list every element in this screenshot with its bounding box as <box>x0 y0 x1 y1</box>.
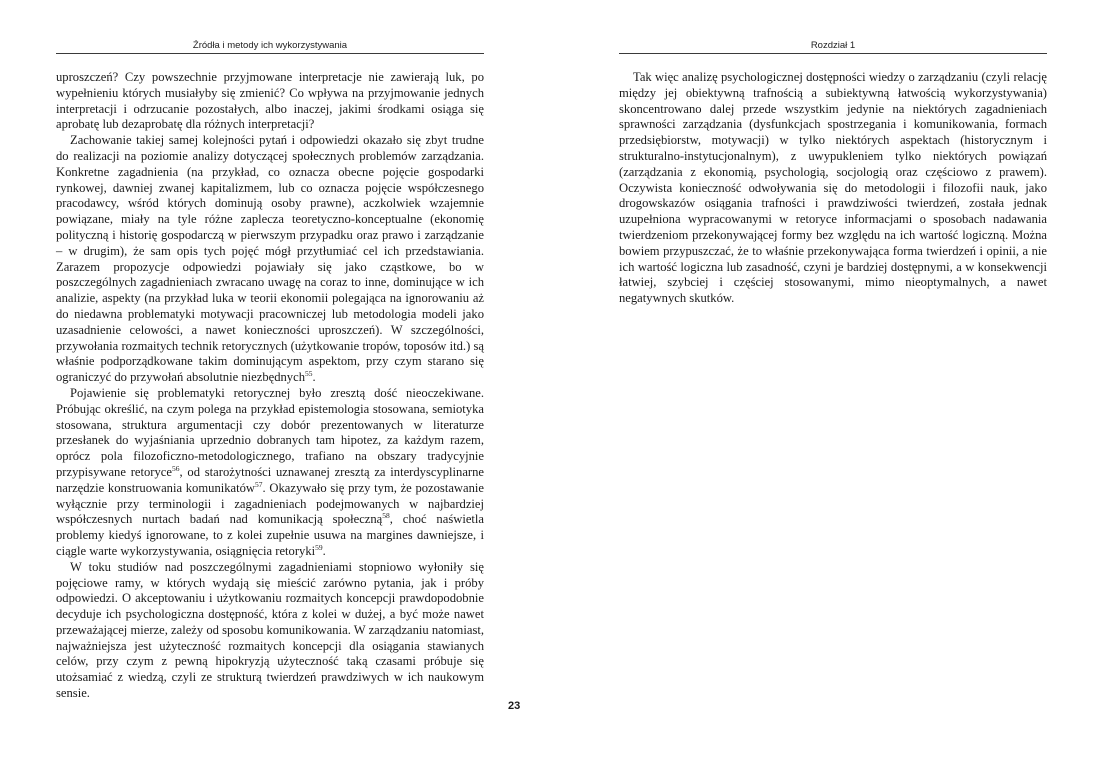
left-paragraph-4: W toku studiów nad poszczególnymi zagadnieniami stopniowo wyłoniły się pojęciowe ramy, w których wydają się mieścić zarówno pytania, jak i próby odpowiedzi. O akceptowaniu i użytkowaniu rozmaitych koncepcji prawdopodobnie decyduje ich psychologiczna dostępność, która z kolei w dużej, a być może nawet przeważającej mierze, zależy od sposobu komunikowania. W zarządzaniu natomiast, najważniejsza jest użyteczność rozmaitych koncepcji dla osiągania stawianych celów, przy czym z pewną hipokryzją użyteczność taką czasami próbuje się utożsamiać z wiedzą, czyli ze strukturą twierdzeń prawdziwych w ich naukowym sensie. <box>56 559 484 701</box>
left-paragraph-2 <box>56 133 484 386</box>
right-running-head: Rozdział 1 <box>810 40 856 51</box>
paragraph-text: , od starożytności uznawanej zresztą za interdyscyplinarne narzędzie konstruowania komunikatów <box>56 464 484 495</box>
left-header-rule <box>56 53 484 54</box>
right-header-rule <box>619 53 1047 54</box>
footnote-ref: 56 <box>171 463 180 473</box>
paragraph-text: , choć naświetla problemy kiedyś ignorowane, to z kolei zupełnie usuwa na margines dawniejsze, i ciągle warte wykorzystywania, osiągnięcia retoryki <box>56 512 484 558</box>
right-page-body <box>619 70 1047 307</box>
footnote-ref: 58 <box>382 511 390 521</box>
page-number: 23 <box>508 700 521 712</box>
left-paragraph-1: uproszczeń? Czy powszechnie przyjmowane interpretacje nie zawierają luk, po wypełnieniu których musiałyby się zmienić? Co wpływa na przyjmowanie jednych interpretacji i odrzucanie pozostałych, albo inaczej, jakimi środkami osiąga się aprobatę lub dezaprobatę dla różnych interpretacji? <box>56 70 484 132</box>
left-running-head: Źródła i metody ich wykorzystywania <box>192 40 348 51</box>
paragraph-text: . <box>312 370 316 385</box>
right-paragraph-1: Tak więc analizę psychologicznej dostępności wiedzy o zarządzaniu (czyli relację między jej obiektywną trafnością a subiektywną łatwością wykorzystywania) skoncentrowano dalej przede wszystkim jedynie na niektórych zagadnieniach sprawności zarządzania (dysfunkcjach spostrzegania i komunikowania, formach przedsiębiorstw, motywacji) w tylko niektórych aspektach (historycznym i strukturalno-instytucjonalnym), z uwypukleniem tylko niektórych powiązań (zarządzania z ekonomią, psychologią, socjologią oraz częściowo z prawem). Oczywista konieczność odwoływania się do metodologii i filozofii nauk, jako drogowskazów osiągania trafności i prawdziwości twierdzeń, została jednak uzupełniona wypracowanymi w retoryce informacjami o sposobach nadawania twierdzeniom przekonywającej formy bez względu na ich wartość logiczną. Można bowiem przypuszczać, że to właśnie przekonywająca forma twierdzeń i opinii, a nie ich wartość logiczna lub zasadność, czyni je bardziej dostępnymi, a w konsekwencji łatwiej, szybciej i częściej stosowanymi, mimo nieoptymalnych, a nawet negatywnych skutków. <box>619 70 1047 306</box>
paragraph-text: . Okazywało się przy tym, że pozostawanie wyłącznie przy terminologii i zagadnieniach podejmowanych w najbardziej współczesnych nurtach badań nad komunikacją społeczną <box>56 480 484 527</box>
footnote-ref: 55 <box>305 368 313 378</box>
footnote-ref: 57 <box>255 479 263 489</box>
paragraph-text: Pojawienie się problematyki retorycznej było zresztą dość nieoczekiwane. Próbując określić, na czym polega na przykład epistemologia stosowana, semiotyka stosowana, struktura argumentacji czy dobór prezentowanych w literaturze przesłanek do wyjaśniania uprzednio dobranych tam hipotez, za każdym razem, oprócz pola filozoficzno-metodologicznego, trafiano na obszary tradycyjnie przypisywane retoryce <box>56 385 484 479</box>
left-page-body <box>56 70 484 702</box>
paragraph-text: . <box>322 543 326 558</box>
footnote-ref: 59 <box>315 542 323 552</box>
paragraph-text: Zachowanie takiej samej kolejności pytań i odpowiedzi okazało się zbyt trudne do realizacji na poziomie analizy dotyczącej społecznych problemów zarządzania. Konkretne zagadnienia (na przykład, co oznacza obecne pojęcie gospodarki rynkowej, dawniej zwanej kapitalizmem, lub co oznacza pojęcie współczesnego pracodawcy, wśród których dominują osoby prawne), aczkolwiek wzajemnie powiązane, miały na tyle różne zaplecza teoretyczno-konceptualne (ekonomię polityczną i historię gospodarczą w pierwszym przypadku oraz prawo i zarządzanie – w drugim), że sam opis tych pojęć mógł przytłumiać cel ich przedstawiania. Zarazem propozycje odpowiedzi pojawiały się jako cząstkowe, bo w poszczególnych zagadnieniach zwracano uwagę na coraz to inne, dominujące w ich analizie, aspekty (na przykład luka w teorii ekonomii polegająca na ignorowaniu aż do niedawna problematyki motywacji pracowniczej lub metodologia modeli jako uzasadnienie celowości, a nawet konieczności uproszczeń). W szczególności, przywołania rozmaitych technik retorycznych (użytkowanie tropów, toposów itd.) są właśnie podporządkowane takim dominującym aspektom, przy czym starano się ograniczyć do przywołań absolutnie niezbędnych <box>56 133 484 385</box>
left-paragraph-3 <box>56 386 484 560</box>
